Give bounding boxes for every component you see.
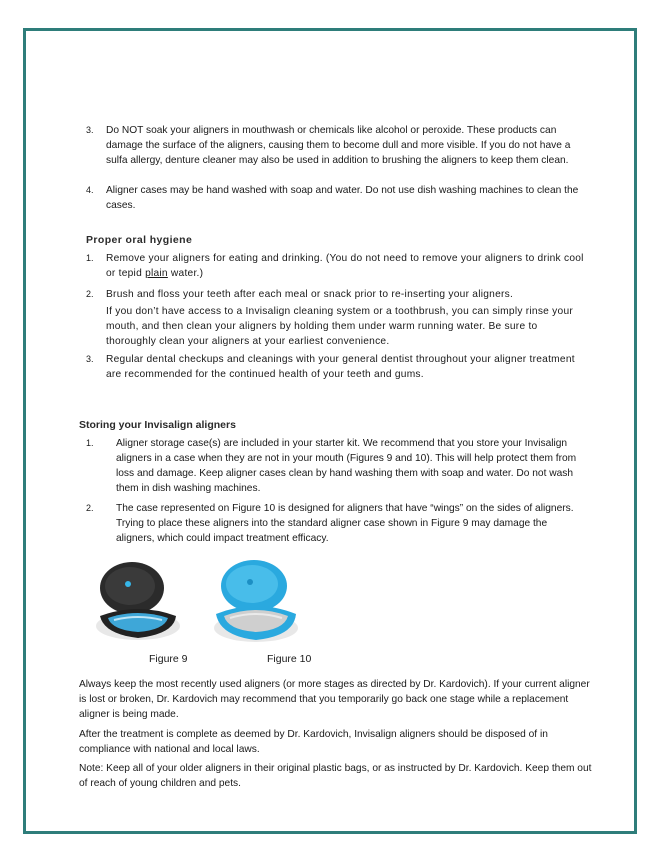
- storing-item: Aligner storage case(s) are included in your starter kit. We recommend that you store your Invisalign aligners in a case when they are not in your mouth (Figures 9 and 10). This will help protect them from loss and damage. Keep aligner cases clean by hand washing them with soap and water. Do not wash them in dish washing machines.: [116, 438, 577, 494]
- list-a-item: Do NOT soak your aligners in mouthwash or chemicals like alcohol or peroxide. These products can damage the surface of the aligners, causing them to become dull and more visible. If you do not have a sulfa allergy, denture cleaner may also be used in addition to brushing the aligners to keep them clean.: [106, 125, 571, 166]
- list-a-item: Aligner cases may be hand washed with soap and water. Do not use dish washing machines to clean the cases.: [106, 185, 579, 211]
- body-paragraph: Always keep the most recently used aligners (or more stages as directed by Dr. Kardovich). If your current aligner is lost or broken, Dr. Kardovich may recommend that you temporarily go back one stage while a replacement aligner is being made.: [79, 679, 590, 720]
- list-a-number: 4.: [86, 185, 94, 195]
- figure-10-image: [210, 558, 302, 646]
- figure-10-caption: Figure 10: [267, 653, 312, 665]
- hygiene-item: Brush and floss your teeth after each meal or snack prior to re-inserting your aligners.: [106, 289, 514, 300]
- hygiene-number: 2.: [86, 289, 94, 299]
- hygiene-item: Regular dental checkups and cleanings with your general dentist throughout your aligner treatment are recommended for the continued health of your teeth and gums.: [106, 354, 575, 380]
- storing-number: 1.: [86, 438, 94, 448]
- hygiene-item-text: water.): [167, 268, 204, 279]
- section-heading-hygiene: Proper oral hygiene: [86, 234, 193, 246]
- figure-9-caption: Figure 9: [149, 653, 188, 665]
- hygiene-item: [106, 251, 584, 281]
- section-heading-storing: Storing your Invisalign aligners: [79, 419, 236, 431]
- hygiene-number: 1.: [86, 253, 94, 263]
- body-paragraph: Note: Keep all of your older aligners in their original plastic bags, or as instructed by Dr. Kardovich. Keep them out of reach of young children and pets.: [79, 763, 592, 789]
- hygiene-item-text: Remove your aligners for eating and drinking. (You do not need to remove your aligners to drink cool or tepid: [106, 253, 584, 279]
- body-paragraph: After the treatment is complete as deemed by Dr. Kardovich, Invisalign aligners should be disposed of in compliance with national and local laws.: [79, 729, 548, 755]
- figure-9-image: [92, 558, 184, 646]
- underlined-word: plain: [145, 268, 168, 279]
- hygiene-item-continuation: If you don’t have access to a Invisalign cleaning system or a toothbrush, you can simply rinse your mouth, and then clean your aligners by holding them under warm running water. Be sure to thoroughly clean your aligners at your earliest convenience.: [106, 306, 574, 347]
- hygiene-number: 3.: [86, 354, 94, 364]
- list-a-number: 3.: [86, 125, 94, 135]
- storing-number: 2.: [86, 503, 94, 513]
- storing-item: The case represented on Figure 10 is designed for aligners that have “wings” on the sides of aligners. Trying to place these aligners into the standard aligner case shown in Figure 9 may damage the aligners, which could impact treatment efficacy.: [116, 503, 574, 544]
